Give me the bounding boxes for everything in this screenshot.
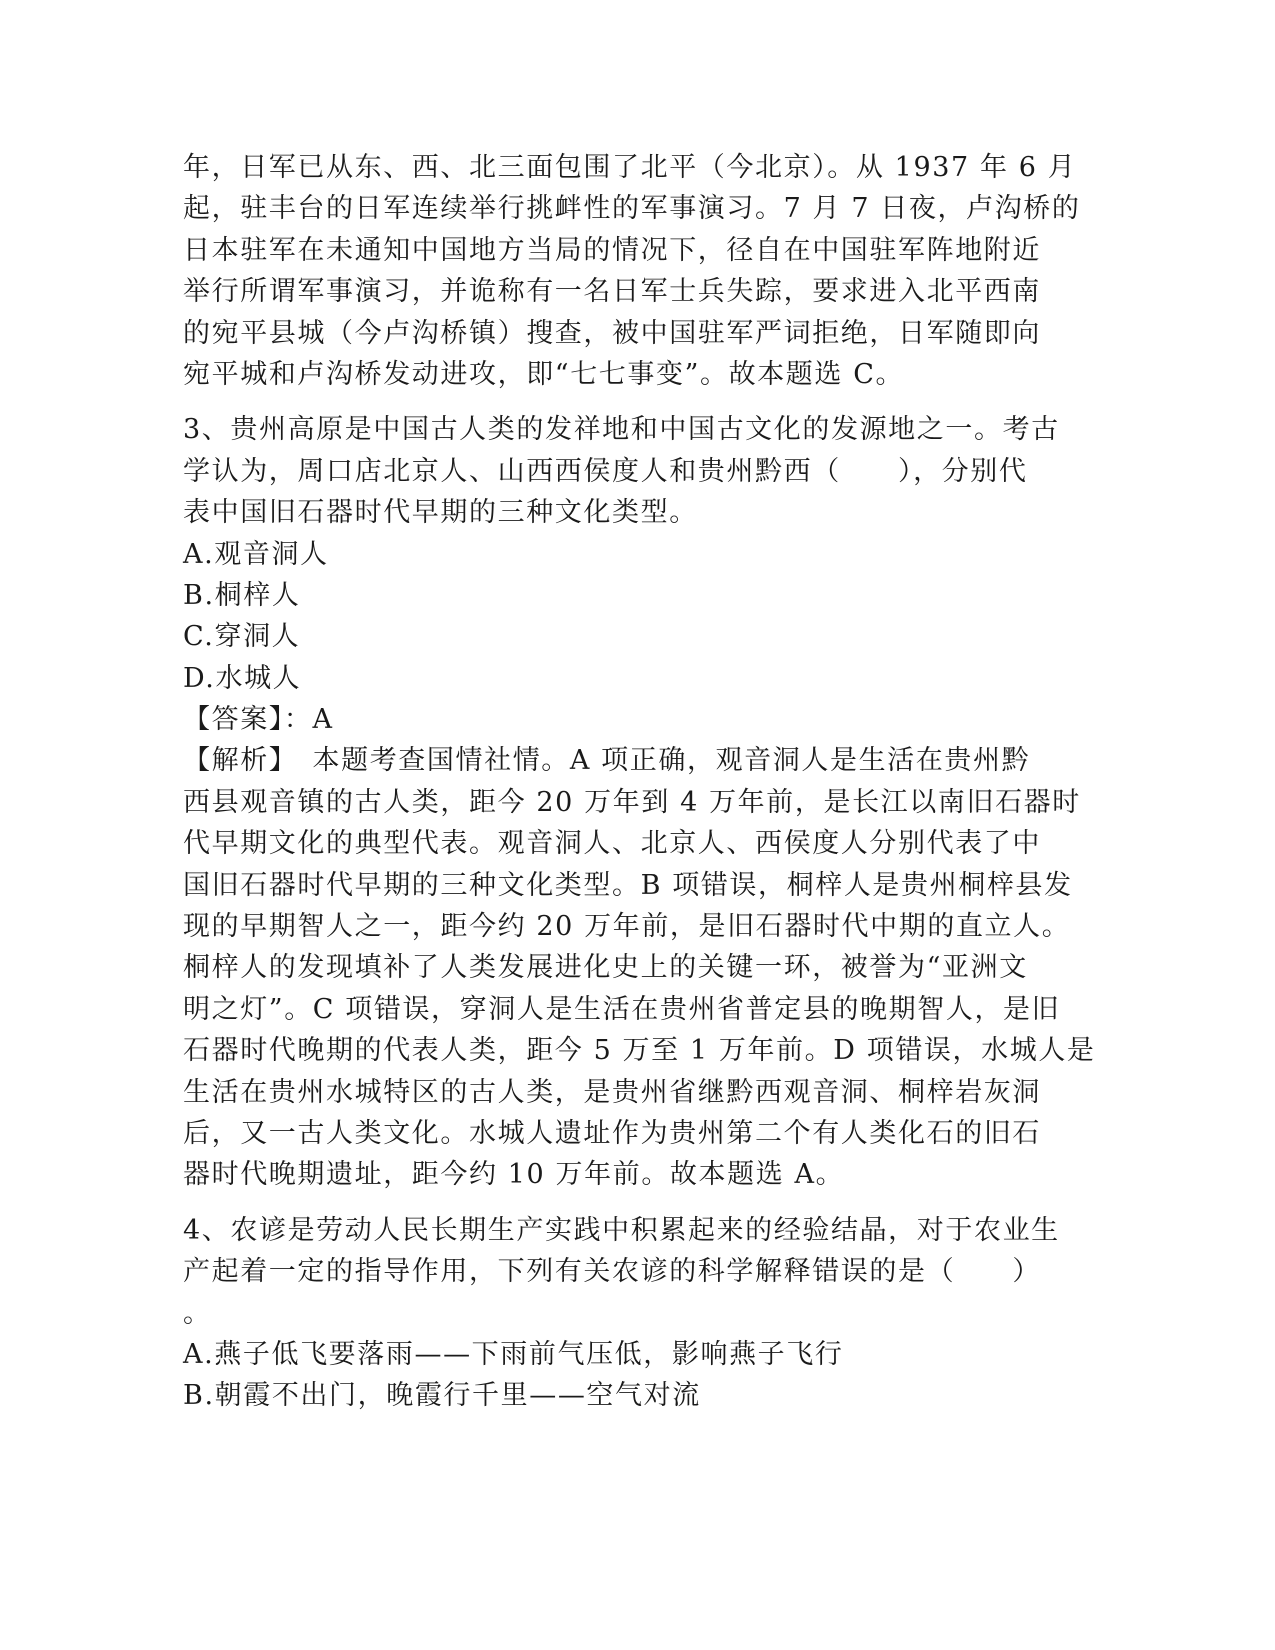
explanation-line: 【解析】 本题考查国情社情。A 项正确，观音洞人是生活在贵州黔 [183, 745, 1031, 777]
spacer [183, 1196, 1083, 1210]
question-stem-line: 表中国旧石器时代早期的三种文化类型。 [183, 497, 698, 529]
question-stem-line: 学认为，周口店北京人、山西西侯度人和贵州黔西（ ），分别代 [183, 455, 1028, 487]
option-b: B.桐梓人 [183, 579, 301, 611]
explanation-line: 西县观音镇的古人类，距今 20 万年到 4 万年前，是长江以南旧石器时 [183, 786, 1081, 818]
question-4 [183, 1210, 1083, 1417]
previous-explanation [183, 147, 1083, 395]
text-line: 的宛平县城（今卢沟桥镇）搜查，被中国驻军严词拒绝，日军随即向 [183, 317, 1041, 349]
explanation-line: 国旧石器时代早期的三种文化类型。B 项错误，桐梓人是贵州桐梓县发 [183, 869, 1073, 901]
text-line: 举行所谓军事演习，并诡称有一名日军士兵失踪，要求进入北平西南 [183, 276, 1041, 308]
explanation-line: 生活在贵州水城特区的古人类，是贵州省继黔西观音洞、桐梓岩灰洞 [183, 1076, 1041, 1108]
question-3 [183, 409, 1096, 1195]
text-line: 日本驻军在未通知中国地方当局的情况下，径自在中国驻军阵地附近 [183, 234, 1041, 266]
explanation-line: 代早期文化的典型代表。观音洞人、北京人、西侯度人分别代表了中 [183, 828, 1041, 860]
question-stem-line: 。 [183, 1297, 212, 1329]
explanation-line: 明之灯”。C 项错误，穿洞人是生活在贵州省普定县的晚期智人，是旧 [183, 993, 1061, 1025]
option-d: D.水城人 [183, 662, 302, 694]
option-a: A.燕子低飞要落雨——下雨前气压低，影响燕子飞行 [183, 1338, 844, 1370]
spacer [183, 395, 1083, 409]
option-c: C.穿洞人 [183, 621, 301, 653]
question-stem-line: 4、农谚是劳动人民长期生产实践中积累起来的经验结晶，对于农业生 [183, 1214, 1060, 1246]
explanation-line: 器时代晚期遗址，距今约 10 万年前。故本题选 A。 [183, 1159, 845, 1191]
option-a: A.观音洞人 [183, 538, 329, 570]
question-stem-line: 3、贵州高原是中国古人类的发祥地和中国古文化的发源地之一。考古 [183, 414, 1060, 446]
answer-line: 【答案】：A [183, 704, 334, 736]
text-line: 宛平城和卢沟桥发动进攻，即“七七事变”。故本题选 C。 [183, 358, 905, 390]
explanation-line: 桐梓人的发现填补了人类发展进化史上的关键一环，被誉为“亚洲文 [183, 952, 1028, 984]
explanation-line: 石器时代晚期的代表人类，距今 5 万至 1 万年前。D 项错误，水城人是 [183, 1035, 1096, 1067]
option-b: B.朝霞不出门，晚霞行千里——空气对流 [183, 1380, 701, 1412]
question-stem-line: 产起着一定的指导作用，下列有关农谚的科学解释错误的是（ ） [183, 1256, 1041, 1288]
explanation-line: 现的早期智人之一，距今约 20 万年前，是旧石器时代中期的直立人。 [183, 911, 1071, 943]
text-line: 年，日军已从东、西、北三面包围了北平（今北京）。从 1937 年 6 月 [183, 152, 1077, 183]
document-page [183, 147, 1096, 1417]
text-line: 起，驻丰台的日军连续举行挑衅性的军事演习。7 月 7 日夜，卢沟桥的 [183, 193, 1081, 225]
explanation-line: 后，又一古人类文化。水城人遗址作为贵州第二个有人类化石的旧石 [183, 1117, 1041, 1149]
